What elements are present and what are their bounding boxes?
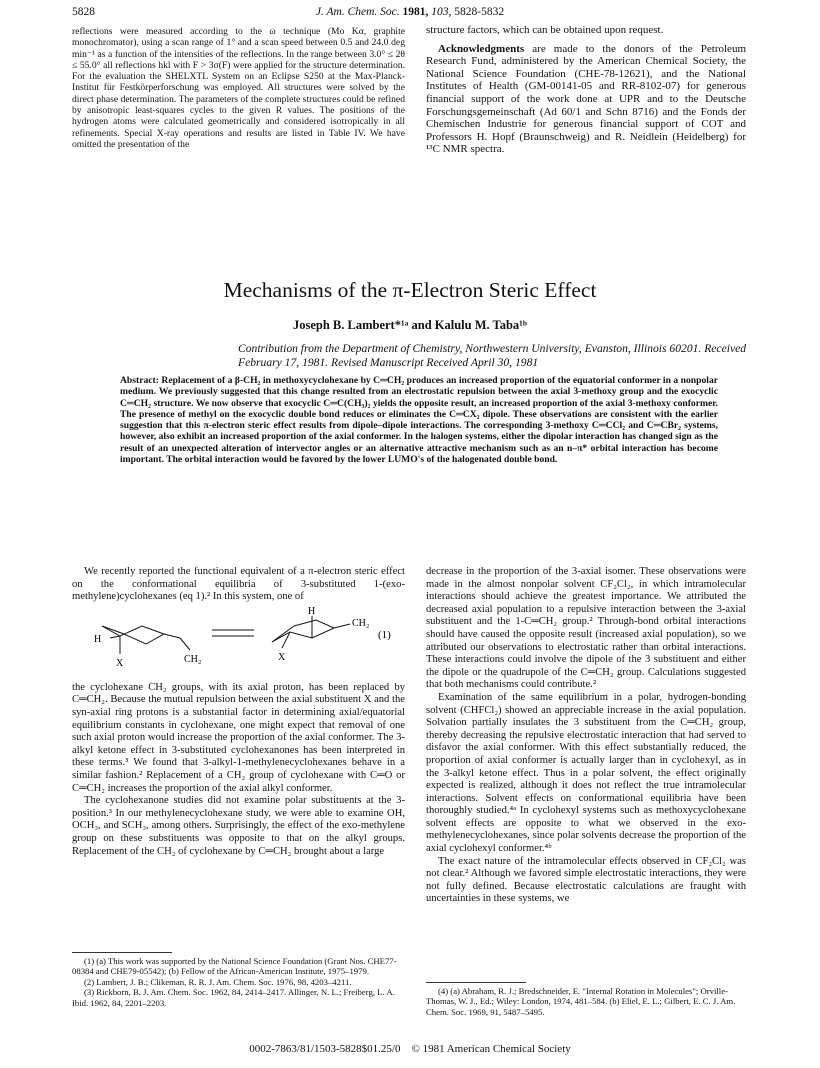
journal-name: J. Am. Chem. Soc.: [315, 6, 400, 18]
body-right-column: [426, 566, 746, 906]
running-header: [0, 6, 820, 18]
journal-year: 1981,: [402, 6, 429, 18]
abstract-label: Abstract:: [120, 375, 159, 386]
abstract-text: Replacement of a β-CH₂ in methoxycyclohexane by C═CH₂ produces an increased proportion of the equatorial conformer in a nonpolar medium. We previously suggested that this change resulted from an electrostatic repulsion between the axial 3-methoxy group and the exocyclic C═CH₂ structure. We now observe that exocyclic C═C(CH₃)₂ yields the opposite result, an increased proportion of the axial 3-methoxy conformer. The presence of methyl on the exocyclic double bond reduces or eliminates the C═CX₂ dipole. These observations are consistent with the earlier suggestion that this π-electron steric effect results from dipole–dipole interactions. The corresponding 3-methoxy C═CCl₂ and C═CBr₂ systems, however, also exhibit an increased proportion of the axial conformer. In the halogen systems, either the dipolar interaction has changed sign as the result of an unexpected alteration of intervector angles or an alternative attractive mechanism such as an n–π* orbital interaction has become important. The orbital interaction would be favored by the lower LUMO's of the halogenated double bond.: [120, 375, 718, 466]
previous-article-text: reflections were measured according to the ω technique (Mo Kα, graphite monochromator), using a scan range of 1° and a scan speed between 0.5 and 24.0 deg min⁻¹ as a function of the intensities of the reflections. In the range between 3.0° ≤ 2θ ≤ 55.0° all reflections hkl with F > 3σ(F) were applied for the structure determination. For the evaluation the SHELXTL System on an Eclipse S250 at the Max-Planck-Institut für Festkörperforschung was employed. All structures were solved by the direct phase determination. The parameters of the complete structures could be refined by anisotropic least-squares cycles to the given R values. The positions of the hydrogen atoms were calculated geometrically and considered isotropically in all refinements. Special X-ray operations and results are listed in Table IV. We have omitted the presentation of the: [72, 26, 405, 150]
issn-code: 0002-7863/81/1503-5828$01.25/0: [249, 1043, 401, 1055]
body-paragraph: We recently reported the functional equivalent of a π-electron steric effect on the conformational equilibria of 3-substituted 1-(exo-methylene)cyclohexanes (eq 1).² In this system, one of: [72, 566, 405, 603]
body-paragraph: the cyclohexane CH₂ groups, with its axial proton, has been replaced by C═CH₂. Because the mutual repulsion between the axial substituent X and the syn-axial ring protons is a substantial factor in determining axial/equatorial equilibrium constants in cyclohexane, one might expect that removal of one such axial proton would increase the proportion of the axial conformer. The 3-alkyl ketone effect in 3-substituted cyclohexanones has been interpreted in these terms.³ We found that 3-alkyl-1-methylenecyclohexanes behave in a similar fashion.² Replacement of a CH₂ group of cyclohexane with C═O or C═CH₂ increases the proportion of the axial alkyl conformer.: [72, 681, 405, 794]
article-title: Mechanisms of the π-Electron Steric Effect: [223, 278, 597, 302]
previous-article-right-text: structure factors, which can be obtained upon request.: [426, 24, 664, 36]
footnote: (2) Lambert, J. B.; Clikeman, R. R. J. Am. Chem. Soc. 1976, 98, 4203–4211.: [84, 976, 352, 987]
acknowledgments-heading: Acknowledgments: [438, 42, 525, 55]
footnote: (4) (a) Abraham, R. J.; Bredschneider, E. "Internal Rotation in Molecules"; Orville-Thomas, W. J., Ed.; Wiley: London, 1974, 481–584. (b) Eliel, E. L.; Gilbert, E. C. J. Am. Chem. Soc. 1969, 91, 5487–5495.: [426, 986, 736, 1017]
contribution-line: Contribution from the Department of Chemistry, Northwestern University, Evanston, Illinois 60201. Received February 17, 1981. Revised Manuscript Received April 30, 1981: [238, 342, 747, 369]
equilibrium-diagram: [72, 604, 405, 682]
footnote: (3) Rickborn, B. J. Am. Chem. Soc. 1962, 84, 2414–2417. Allinger, N. L.; Freiberg, L. A. Ibid. 1962, 84, 2201–2203.: [72, 987, 395, 1008]
article-authors: Joseph B. Lambert*¹ᵃ and Kalulu M. Taba¹ᵇ: [292, 318, 527, 332]
body-paragraph: decrease in the proportion of the 3-axial isomer. These observations were made in the almost nonpolar solvent CF₂Cl₂, in which intramolecular interactions should achieve the greatest importance. We attributed the decreased axial population to a repulsive interaction between the 3-axial substituent and the 1-C═CH₂ group.² Through-bond orbital interactions should have caused the opposite result (increased axial population), so we attributed our observations to electrostatic rather than orbital interactions. These interactions could involve the dipole of the 3 substituent and either the dipole or the quadrupole of the C═CH₂ group. Calculations suggested that both mechanisms could contribute.²: [426, 566, 746, 691]
body-left-column: [72, 566, 405, 858]
body-paragraph: The cyclohexanone studies did not examine polar substituents at the 3-position.³ In our methylenecyclohexane study, we were able to examine OH, OCH₃, and SCH₃, among others. Surprisingly, the effect of the exo-methylene group on these substituents was opposite to that on the alkyl groups. Replacement of the CH₂ of cyclohexane by C═CH₂ brought about a large: [72, 795, 405, 857]
body-paragraph: Examination of the same equilibrium in a polar, hydrogen-bonding solvent (CHFCl₂) showed an appreciable increase in the axial population. Solvation partially insulates the 3 substituent from the C═CH₂ group, thereby decreasing the repulsive electrostatic interaction that had served to disfavor the axial conformer. With this effect substantially reduced, the proportion of axial conformer is actually larger than in cyclohexyl, as in the 3-alkyl ketone effect. Thus in a polar solvent, the effect originally expected is realized, although it does not reflect the true intramolecular interactions. Solvent effects on conformational equilibria have been thoroughly studied.⁴ᵃ In cyclohexyl systems such as methoxycyclohexane solvent effects are opposite to what we observed in the exo-methylenecyclohexanes, since polar solvents decrease the proportion of the axial cyclohexyl conformer.⁴ᵇ: [426, 691, 746, 855]
page-footer: [0, 1043, 820, 1055]
footnotes-left: [72, 956, 405, 1008]
previous-article-left-column: [72, 26, 405, 150]
page-number: 5828: [72, 6, 95, 18]
journal-volume: 103,: [431, 6, 452, 18]
eq-label-h-left: H: [94, 633, 102, 645]
eq-label-ch2-right: CH₂: [352, 617, 370, 629]
body-paragraph: The exact nature of the intramolecular effects observed in CF₂Cl₂ was not clear.² Although we favored simple electrostatic interactions, they were not fully defined. Because electrostatic calculations are fraught with uncertainties in these systems, we: [426, 855, 746, 905]
footnotes-right: [426, 986, 746, 1017]
eq-label-ch2-left: CH₂: [184, 653, 202, 665]
footnote-rule-right: [426, 982, 526, 983]
eq-label-h-right: H: [308, 605, 316, 617]
eq-label-x-left: X: [116, 657, 124, 669]
equation-1: [72, 604, 405, 682]
equation-number: (1): [378, 628, 391, 641]
journal-pages: 5828-5832: [454, 6, 505, 18]
copyright-notice: © 1981 American Chemical Society: [411, 1043, 571, 1055]
abstract: [120, 375, 718, 465]
acknowledgments: [426, 43, 746, 156]
footnote: (1) (a) This work was supported by the National Science Foundation (Grant Nos. CHE77-08384 and CHE79-05542); (b) Fellow of the African-American Institute, 1975–1979.: [72, 956, 397, 977]
acknowledgments-text: are made to the donors of the Petroleum Research Fund, administered by the American Chemical Society, the National Science Foundation (CHE-78-12621), and the National Institutes of Health (GM-00141-05 and RR-8102-07) for generous financial support of the work done at UPR and to the Deutsche Forschungsgemeinschaft (Ad 60/1 and Schn 8716) and the Fonds der Chemischen Industrie for generous financial support of COT and Professors H. Hopf (Braunschweig) and R. Neidlein (Heidelberg) for ¹³C NMR spectra.: [426, 42, 746, 156]
eq-label-x-right: X: [278, 651, 286, 663]
previous-article-right-column: [426, 24, 746, 156]
footnote-rule-left: [72, 952, 172, 953]
